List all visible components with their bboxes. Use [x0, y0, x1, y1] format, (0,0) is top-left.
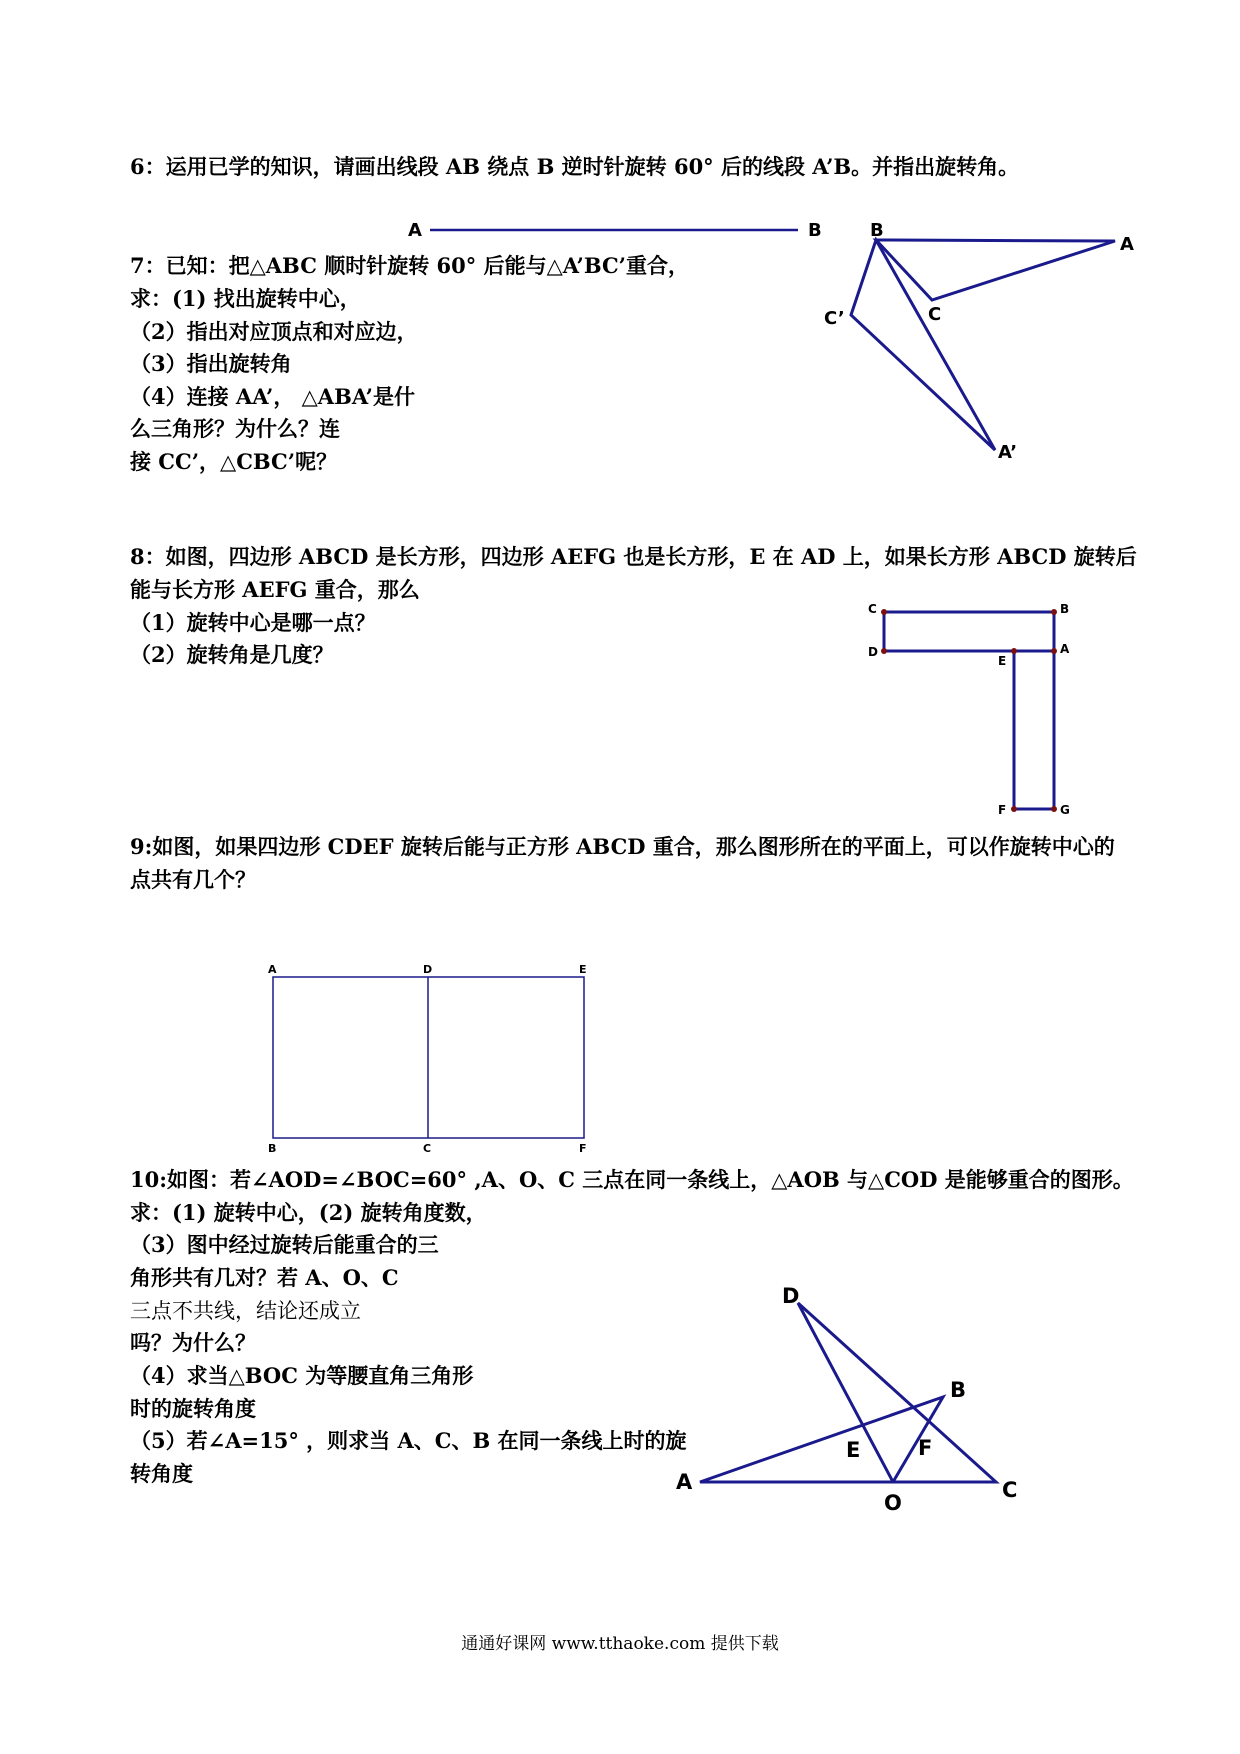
q9-label-b: B: [268, 1142, 277, 1155]
q7-label-c1: C’: [824, 308, 845, 329]
q6-figure: [400, 218, 840, 248]
q8-line-4: （2）旋转角是几度？: [130, 642, 334, 667]
q8-label-d: D: [868, 645, 878, 659]
q7-line-6: 么三角形？为什么？连: [130, 416, 340, 441]
q6-text: 6：运用已学的知识，请画出线段 AB 绕点 B 逆时针旋转 60° 后的线段 A’B。并指出旋转角。: [130, 154, 1020, 179]
q9-label-f: F: [579, 1142, 587, 1155]
q7-triangle-abc: [876, 240, 1115, 300]
q9-line-2: 点共有几个？: [130, 867, 256, 892]
q6-label-a: A: [408, 220, 422, 241]
q7-line-5: （4）连接 AA’， △ABA’是什: [130, 384, 415, 409]
q9-label-c: C: [423, 1142, 432, 1155]
q9-label-a: A: [268, 963, 277, 976]
q10-line-4: 角形共有几对？若 A、O、C: [130, 1265, 399, 1290]
q9-figure: [260, 960, 600, 1160]
q9-label-d: D: [423, 963, 433, 976]
q10-triangle-cod: [798, 1303, 996, 1482]
q10-label-d: D: [782, 1284, 800, 1308]
q10-line-3: （3）图中经过旋转后能重合的三: [130, 1232, 439, 1257]
q10-line-9: （5）若∠A=15° ，则求当 A、C、B 在同一条线上时的旋: [130, 1428, 687, 1453]
q7-label-a1: A’: [998, 442, 1018, 463]
q9-label-e: E: [579, 963, 587, 976]
q7-line-2: 求：(1) 找出旋转中心，: [130, 286, 361, 311]
q7-triangle-a1bc1: [851, 240, 995, 450]
q10-line-8: 时的旋转角度: [130, 1396, 256, 1421]
q7-line-7: 接 CC’，△CBC’呢？: [130, 449, 338, 474]
q10-triangle-aob: [700, 1397, 943, 1482]
q10-label-o: O: [884, 1491, 902, 1515]
q10-label-e: E: [846, 1438, 861, 1462]
q8-line-1: 8：如图，四边形 ABCD 是长方形，四边形 AEFG 也是长方形，E 在 AD 上，如果长方形 ABCD 旋转后: [130, 544, 1137, 569]
q10-line-5: 三点不共线，结论还成立: [130, 1299, 361, 1323]
q9-line-1: 9:如图，如果四边形 CDEF 旋转后能与正方形 ABCD 重合，那么图形所在的平面上，可以作旋转中心的: [130, 834, 1115, 859]
q8-rect-abcd: [884, 612, 1054, 651]
q8-label-c: C: [868, 602, 877, 616]
q10-line-1: 10:如图：若∠AOD=∠BOC=60° ,A、O、C 三点在同一条线上，△AOB 与△COD 是能够重合的图形。: [130, 1167, 1134, 1192]
q10-figure: [670, 1285, 1050, 1525]
q8-line-3: （1）旋转中心是哪一点？: [130, 610, 376, 635]
q6-label-b: B: [808, 220, 822, 241]
q8-figure: [860, 600, 1080, 830]
q7-label-b: B: [870, 220, 884, 241]
q8-label-a: A: [1060, 642, 1070, 656]
q10-line-7: （4）求当△BOC 为等腰直角三角形: [130, 1363, 474, 1388]
q8-label-f: F: [998, 803, 1007, 817]
q10-label-f: F: [918, 1436, 933, 1460]
page-footer: 通通好课网 www.tthaoke.com 提供下载: [461, 1634, 779, 1654]
q7-line-1: 7：已知：把△ABC 顺时针旋转 60° 后能与△A’BC’重合，: [130, 253, 689, 278]
q7-line-3: （2）指出对应顶点和对应边，: [130, 319, 418, 344]
q10-label-a: A: [676, 1470, 693, 1494]
q10-label-b: B: [950, 1378, 967, 1402]
q10-line-6: 吗？为什么？: [130, 1330, 256, 1355]
q8-rect-aefg: [1014, 651, 1054, 809]
q8-label-e: E: [998, 654, 1007, 668]
q7-label-c: C: [928, 304, 942, 325]
q10-line-10: 转角度: [130, 1461, 193, 1486]
q7-figure: [820, 220, 1140, 470]
q7-line-4: （3）指出旋转角: [130, 351, 292, 376]
q10-line-2: 求：(1) 旋转中心，(2) 旋转角度数，: [130, 1200, 487, 1225]
q8-label-b: B: [1060, 602, 1070, 616]
q10-label-c: C: [1002, 1478, 1018, 1502]
q7-label-a: A: [1120, 234, 1134, 255]
q8-label-g: G: [1060, 803, 1070, 817]
q8-line-2: 能与长方形 AEFG 重合，那么: [130, 577, 420, 602]
